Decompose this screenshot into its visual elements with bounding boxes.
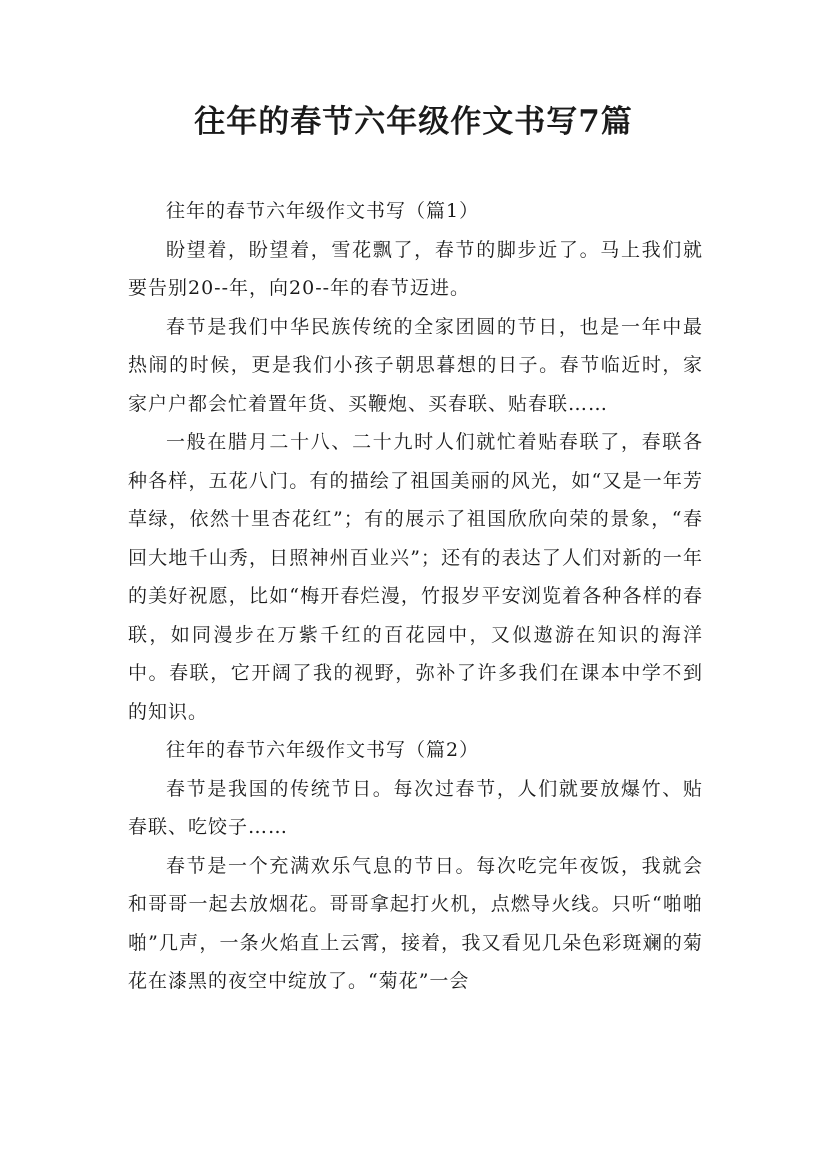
document-title: 往年的春节六年级作文书写7篇 [194,104,633,140]
paragraph: 盼望着，盼望着，雪花飘了，春节的脚步近了。马上我们就要告别20--年，向20--年的春节迈进。 [128,238,703,299]
section-heading-1: 往年的春节六年级作文书写（篇1） [166,200,480,222]
section-heading-2: 往年的春节六年级作文书写（篇2） [166,739,480,761]
paragraph: 春节是我国的传统节日。每次过春节，人们就要放爆竹、贴春联、吃饺子…… [128,777,703,838]
paragraph: 一般在腊月二十八、二十九时人们就忙着贴春联了，春联各种各样，五花八门。有的描绘了祖国美丽的风光，如“又是一年芳草绿，依然十里杏花红”；有的展示了祖国欣欣向荣的景象，“春回大地千山秀，日照神州百业兴”；还有的表达了人们对新的一年的美好祝愿，比如“梅开春烂漫，竹报岁平安浏览着各种各样的春联，如同漫步在万紫千红的百花园中，又似遨游在知识的海洋中。春联，它开阔了我的视野，弥补了许多我们在课本中学不到的知识。 [128,431,703,723]
paragraph: 春节是我们中华民族传统的全家团圆的节日，也是一年中最热闹的时候，更是我们小孩子朝思暮想的日子。春节临近时，家家户户都会忙着置年货、买鞭炮、买春联、贴春联…… [128,315,703,415]
document-body [128,192,703,1001]
paragraph: 春节是一个充满欢乐气息的节日。每次吃完年夜饭，我就会和哥哥一起去放烟花。哥哥拿起打火机，点燃导火线。只听“啪啪啪”几声，一条火焰直上云霄，接着，我又看见几朵色彩斑斓的菊花在漆黑的夜空中绽放了。“菊花”一会 [128,854,703,992]
